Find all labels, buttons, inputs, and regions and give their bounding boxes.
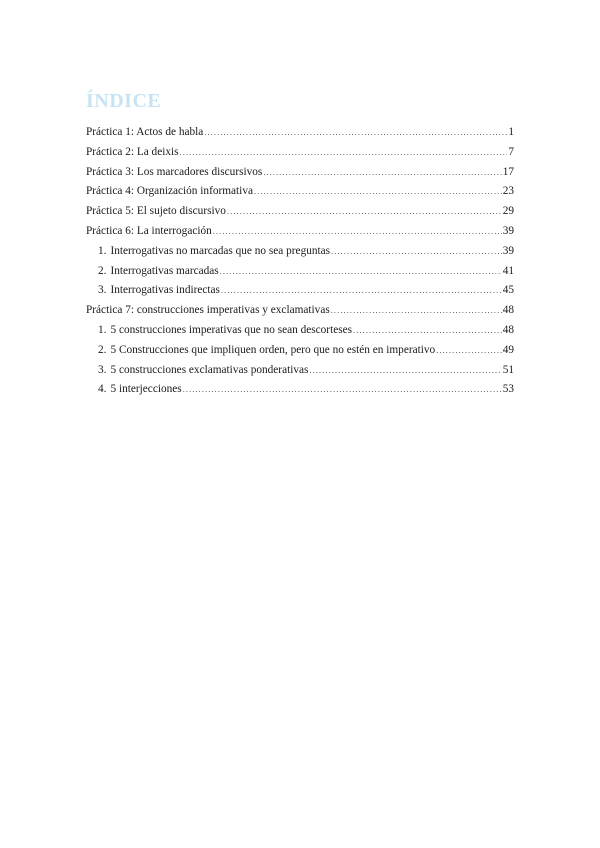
toc-subentry-6-1[interactable] bbox=[86, 242, 514, 262]
toc-subentry-number: 2. bbox=[98, 264, 107, 277]
toc-subentry-number: 1. bbox=[98, 244, 107, 257]
toc-entry-page: 53 bbox=[502, 383, 514, 396]
toc-subentry-7-4[interactable] bbox=[86, 380, 514, 400]
toc-subentry-7-3[interactable] bbox=[86, 361, 514, 381]
toc-entry-page: 17 bbox=[502, 165, 514, 178]
toc-title: ÍNDICE bbox=[86, 90, 162, 112]
toc-entry-label: Práctica 5: El sujeto discursivo bbox=[86, 205, 226, 218]
toc-entry-label: 5 Construcciones que impliquen orden, pero que no estén en imperativo bbox=[110, 343, 436, 356]
toc-entry-page: 48 bbox=[502, 323, 514, 336]
dot-leader bbox=[353, 321, 502, 341]
dot-leader bbox=[220, 262, 502, 282]
dot-leader bbox=[331, 242, 502, 262]
dot-leader bbox=[263, 163, 501, 183]
toc-entry-label: Práctica 1: Actos de habla bbox=[86, 126, 204, 138]
toc-subentry-number: 4. bbox=[98, 383, 107, 396]
toc-entry-practica-5[interactable] bbox=[86, 202, 514, 222]
toc-entry-label: Práctica 7: construcciones imperativas y exclamativas bbox=[86, 304, 330, 317]
dot-leader bbox=[227, 202, 502, 222]
toc-entry-practica-6[interactable] bbox=[86, 222, 514, 242]
toc-subentry-6-3[interactable] bbox=[86, 281, 514, 301]
toc-entry-page: 23 bbox=[502, 185, 514, 198]
toc-entry-page: 39 bbox=[502, 224, 514, 237]
toc-subentry-6-2[interactable] bbox=[86, 262, 514, 282]
toc-subentry-number: 1. bbox=[98, 323, 107, 336]
dot-leader bbox=[254, 182, 502, 202]
toc-entry-label: 5 interjecciones bbox=[110, 383, 182, 396]
toc-entry-page: 39 bbox=[502, 244, 514, 257]
toc-entry-practica-3[interactable] bbox=[86, 163, 514, 183]
toc-subentry-number: 2. bbox=[98, 343, 107, 356]
toc-entry-label: Interrogativas marcadas bbox=[110, 264, 219, 277]
toc-entry-page: 51 bbox=[502, 363, 514, 376]
toc-entry-page: 49 bbox=[502, 343, 514, 356]
dot-leader bbox=[180, 143, 508, 163]
toc-subentry-number: 3. bbox=[98, 284, 107, 297]
toc-entry-practica-7[interactable] bbox=[86, 301, 514, 321]
dot-leader bbox=[213, 222, 502, 242]
toc-entry-page: 1 bbox=[508, 126, 514, 138]
toc-subentry-number: 3. bbox=[98, 363, 107, 376]
toc-entry-label: Práctica 2: La deixis bbox=[86, 145, 179, 158]
dot-leader bbox=[331, 301, 502, 321]
toc-subentry-7-1[interactable] bbox=[86, 321, 514, 341]
toc-entry-label: 5 construcciones imperativas que no sean descorteses bbox=[110, 323, 353, 336]
toc-entry-page: 29 bbox=[502, 205, 514, 218]
toc-entry-page: 48 bbox=[502, 304, 514, 317]
toc-entry-label: Práctica 6: La interrogación bbox=[86, 224, 212, 237]
dot-leader bbox=[204, 123, 507, 143]
toc-entry-practica-1[interactable] bbox=[86, 123, 514, 143]
toc-entry-page: 7 bbox=[508, 145, 514, 158]
table-of-contents bbox=[86, 123, 514, 400]
dot-leader bbox=[436, 341, 502, 361]
toc-entry-label: Interrogativas no marcadas que no sea preguntas bbox=[110, 244, 331, 257]
toc-entry-practica-2[interactable] bbox=[86, 143, 514, 163]
toc-entry-label: 5 construcciones exclamativas ponderativas bbox=[110, 363, 309, 376]
toc-entry-page: 45 bbox=[502, 284, 514, 297]
dot-leader bbox=[221, 281, 502, 301]
dot-leader bbox=[183, 380, 502, 400]
toc-entry-practica-4[interactable] bbox=[86, 182, 514, 202]
toc-entry-label: Práctica 3: Los marcadores discursivos bbox=[86, 165, 263, 178]
toc-entry-label: Práctica 4: Organización informativa bbox=[86, 185, 253, 198]
toc-subentry-7-2[interactable] bbox=[86, 341, 514, 361]
toc-entry-label: Interrogativas indirectas bbox=[110, 284, 220, 297]
toc-entry-page: 41 bbox=[502, 264, 514, 277]
dot-leader bbox=[309, 361, 501, 381]
